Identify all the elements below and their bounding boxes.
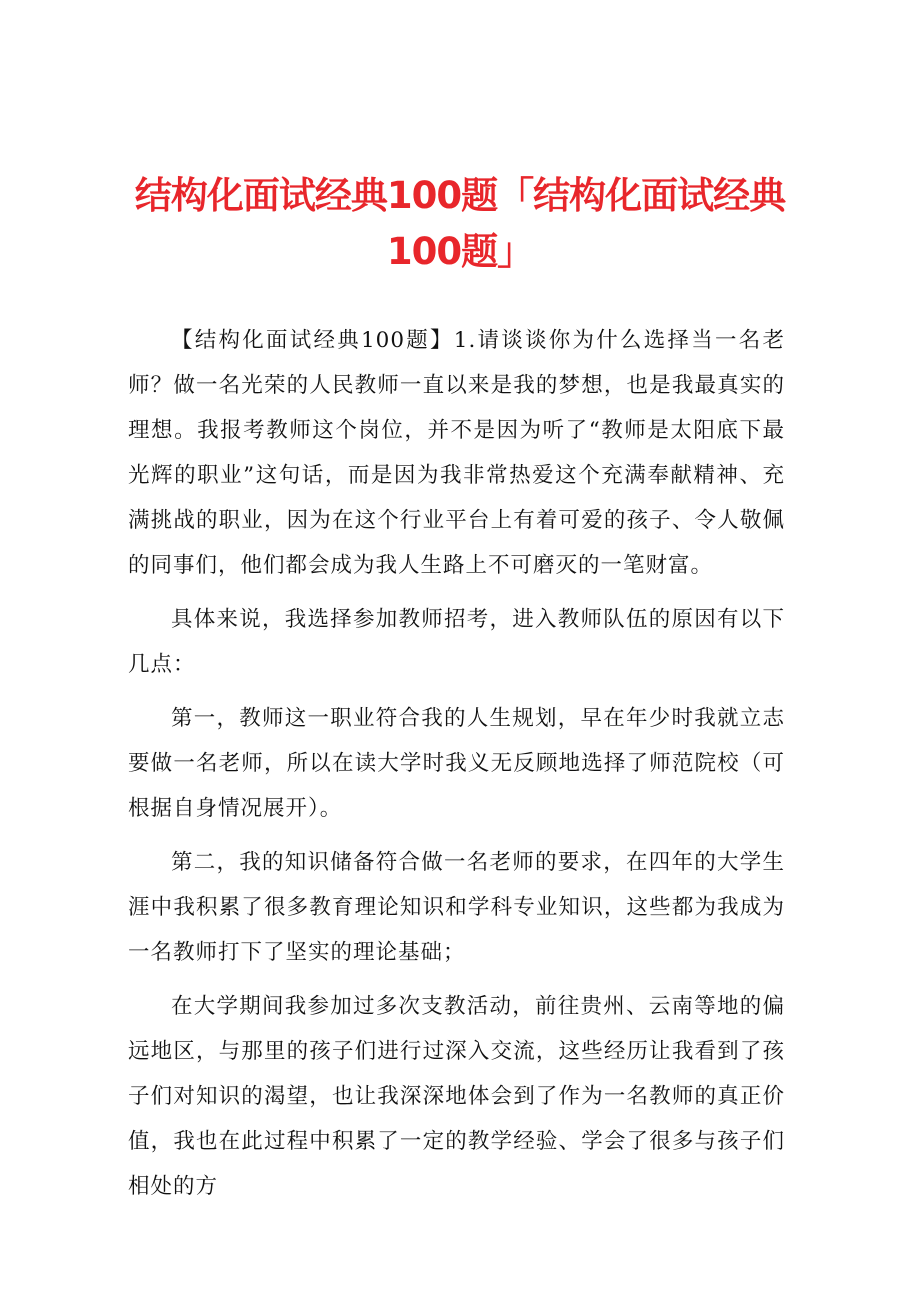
document-title: 结构化面试经典100题「结构化面试经典100题」 xyxy=(134,174,786,273)
paragraph: 在大学期间我参加过多次支教活动，前往贵州、云南等地的偏远地区，与那里的孩子们进行过深入交流，这些经历让我看到了孩子们对知识的渴望，也让我深深地体会到了作为一名教师的真正价值，我也在此过程中积累了一定的教学经验、学会了很多与孩子们相处的方 xyxy=(128,994,785,1199)
document-body xyxy=(128,318,785,1218)
paragraph: 第一，教师这一职业符合我的人生规划，早在年少时我就立志要做一名老师，所以在读大学时我义无反顾地选择了师范院校（可根据自身情况展开）。 xyxy=(128,706,785,821)
paragraph: 具体来说，我选择参加教师招考，进入教师队伍的原因有以下几点： xyxy=(128,607,785,677)
paragraph: 第二，我的知识储备符合做一名老师的要求，在四年的大学生涯中我积累了很多教育理论知识和学科专业知识，这些都为我成为一名教师打下了坚实的理论基础； xyxy=(128,850,785,965)
paragraph: 【结构化面试经典100题】1.请谈谈你为什么选择当一名老师？做一名光荣的人民教师一直以来是我的梦想，也是我最真实的理想。我报考教师这个岗位，并不是因为听了“教师是太阳底下最光辉的职业”这句话，而是因为我非常热爱这个充满奉献精神、充满挑战的职业，因为在这个行业平台上有着可爱的孩子、令人敬佩的同事们，他们都会成为我人生路上不可磨灭的一笔财富。 xyxy=(128,328,785,578)
